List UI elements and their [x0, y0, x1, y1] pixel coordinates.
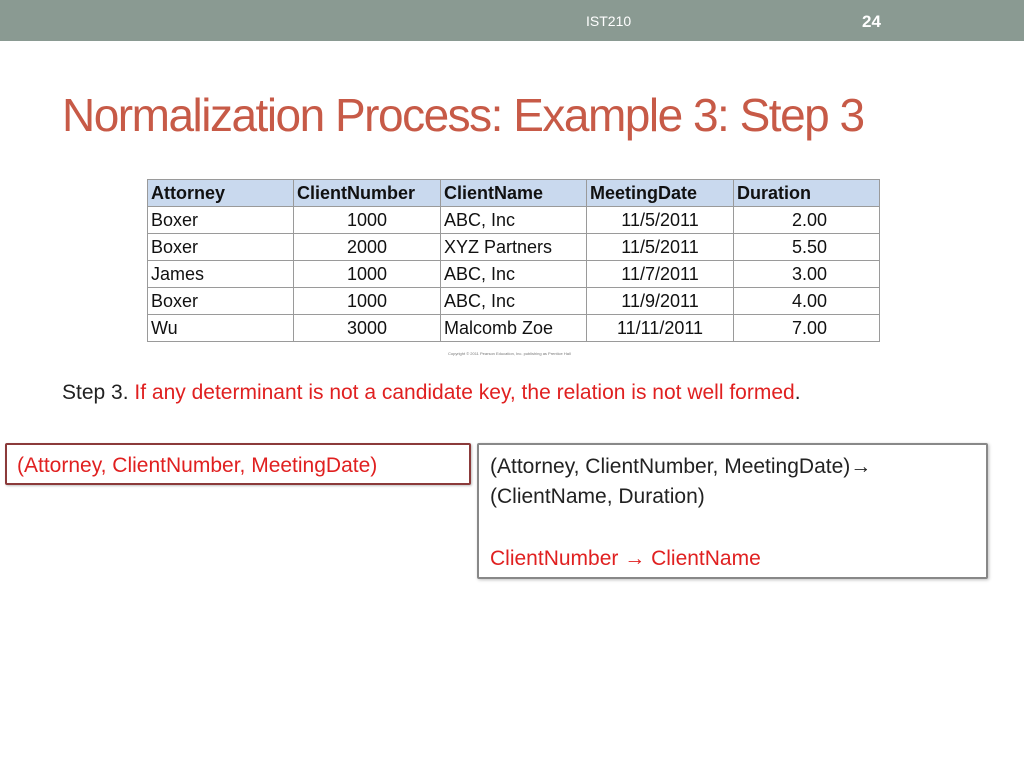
step-prefix: Step 3. — [62, 381, 135, 404]
slide-title: Normalization Process: Example 3: Step 3 — [62, 89, 864, 141]
table-row — [148, 207, 880, 234]
table-cell: Malcomb Zoe — [441, 315, 587, 342]
table-cell: ABC, Inc — [441, 261, 587, 288]
column-header: ClientName — [441, 180, 587, 207]
table-cell: 7.00 — [734, 315, 880, 342]
arrow-right-icon: → — [850, 455, 872, 478]
table-cell: 1000 — [294, 261, 441, 288]
table-cell: 4.00 — [734, 288, 880, 315]
table-cell: Wu — [148, 315, 294, 342]
table-cell: 11/5/2011 — [587, 234, 734, 261]
table-cell: Boxer — [148, 234, 294, 261]
table-cell: Boxer — [148, 288, 294, 315]
table-cell: 11/11/2011 — [587, 315, 734, 342]
candidate-key-box — [5, 443, 471, 485]
table-row — [148, 315, 880, 342]
dependency-lhs: ClientNumber — [490, 547, 619, 570]
table-row — [148, 288, 880, 315]
step-suffix: . — [794, 381, 801, 404]
dependency-line-1 — [490, 455, 871, 479]
table-row — [148, 261, 880, 288]
table-row — [148, 234, 880, 261]
arrow-right-icon: → — [624, 547, 646, 570]
candidate-key-text: (Attorney, ClientNumber, MeetingDate) — [17, 454, 378, 477]
step-description — [62, 377, 922, 408]
dependency-line-2 — [490, 547, 761, 571]
dependency-lhs: (Attorney, ClientNumber, MeetingDate) — [490, 455, 851, 478]
table-cell: 3.00 — [734, 261, 880, 288]
table-cell: 11/5/2011 — [587, 207, 734, 234]
slide-number: 24 — [862, 12, 881, 31]
table-cell: 11/9/2011 — [587, 288, 734, 315]
meeting-table — [147, 179, 880, 342]
table-cell: XYZ Partners — [441, 234, 587, 261]
table-cell: 5.50 — [734, 234, 880, 261]
copyright-note: Copyright © 2011 Pearson Education, Inc. publishing as Prentice Hall — [448, 351, 571, 356]
table-cell: Boxer — [148, 207, 294, 234]
table-cell: 1000 — [294, 288, 441, 315]
column-header: MeetingDate — [587, 180, 734, 207]
header-bar — [0, 0, 1024, 41]
table-cell: ABC, Inc — [441, 288, 587, 315]
table-header-row — [148, 180, 880, 207]
table-cell: James — [148, 261, 294, 288]
table-cell: 3000 — [294, 315, 441, 342]
column-header: Attorney — [148, 180, 294, 207]
dependency-rhs: (ClientName, Duration) — [490, 485, 705, 508]
table-cell: 2000 — [294, 234, 441, 261]
column-header: Duration — [734, 180, 880, 207]
table-cell: 1000 — [294, 207, 441, 234]
dependency-rhs: ClientName — [651, 547, 761, 570]
course-label: IST210 — [586, 13, 632, 29]
column-header: ClientNumber — [294, 180, 441, 207]
table-cell: 2.00 — [734, 207, 880, 234]
dependencies-box — [477, 443, 988, 579]
step-rule: If any determinant is not a candidate key, the relation is not well formed — [134, 381, 795, 404]
table-cell: 11/7/2011 — [587, 261, 734, 288]
table-cell: ABC, Inc — [441, 207, 587, 234]
